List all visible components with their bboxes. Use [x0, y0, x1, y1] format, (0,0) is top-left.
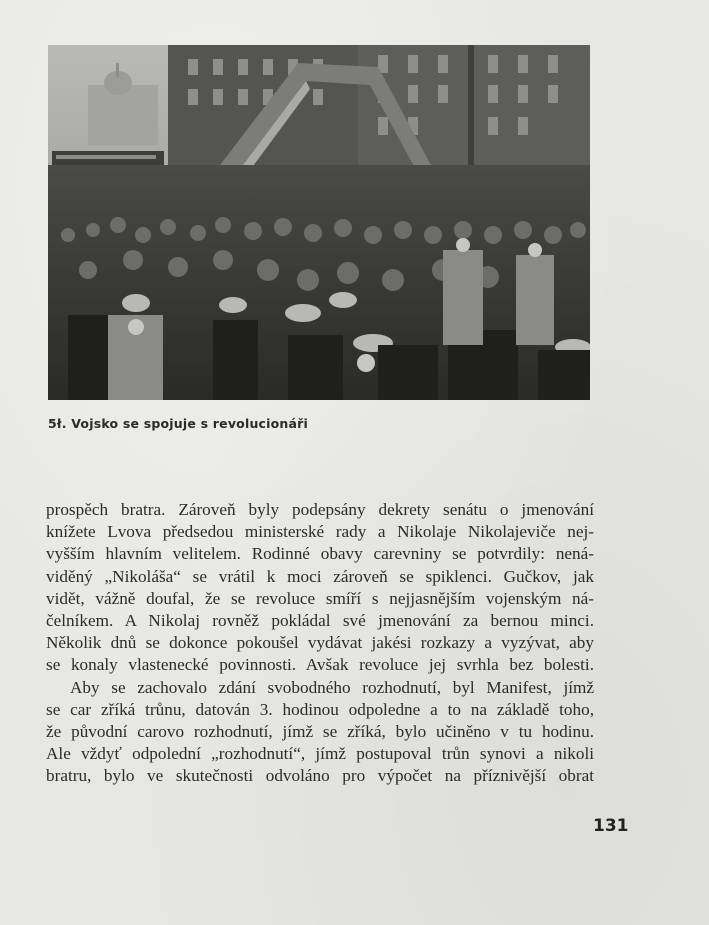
body-text [46, 499, 594, 787]
text-line: Několik dnů se dokonce pokoušel vydávat jakési rozkazy a vyzývat, aby [46, 633, 594, 653]
paragraph-1 [46, 499, 594, 677]
text-line: viděný „Nikoláša“ se vrátil k moci zároveň se spiklenci. Gučkov, jak [46, 566, 594, 586]
text-line: prospěch bratra. Zároveň byly podepsány dekrety senátu o jmenování [46, 500, 594, 519]
text-line: knížete Lvova předsedou ministerské rady a Nikolaje Nikolajeviče nej- [46, 522, 594, 542]
text-line: čelníkem. A Nikolaj rovněž pokládal své jmenování za bernou minci. [46, 610, 594, 630]
historical-photograph [48, 45, 590, 400]
page-number: 131 [593, 816, 629, 836]
text-line: bratru, bylo ve skutečnosti odvoláno pro výpočet na příznivější obrat [46, 766, 594, 786]
text-line: Aby se zachovalo zdání svobodného rozhodnutí, byl Manifest, jímž [70, 677, 594, 697]
text-line: se konaly vlastenecké povinnosti. Avšak revoluce jej svrhla bez bolesti. [46, 655, 594, 675]
text-line: že původní carovo rozhodnutí, jímž se zříká, bylo učiněno v tu hodinu. [46, 721, 594, 741]
photo-illustration [48, 45, 590, 400]
text-line: vidět, vážně doufal, že se revoluce smíří s nejjasnějším vojenským ná- [46, 588, 594, 608]
figure-caption: 5ł. Vojsko se spojuje s revolucionáři [48, 416, 309, 431]
text-line: vyšším hlavním velitelem. Rodinné obavy carevniny se potvrdily: nená- [46, 544, 594, 564]
text-line: se car zříká trůnu, datován 3. hodinou odpoledne a to na základě toho, [46, 699, 594, 719]
text-line: Ale vždyť odpolední „rozhodnutí“, jímž postupoval trůn synovi a nikoli [46, 744, 594, 764]
paragraph-2 [46, 677, 594, 788]
